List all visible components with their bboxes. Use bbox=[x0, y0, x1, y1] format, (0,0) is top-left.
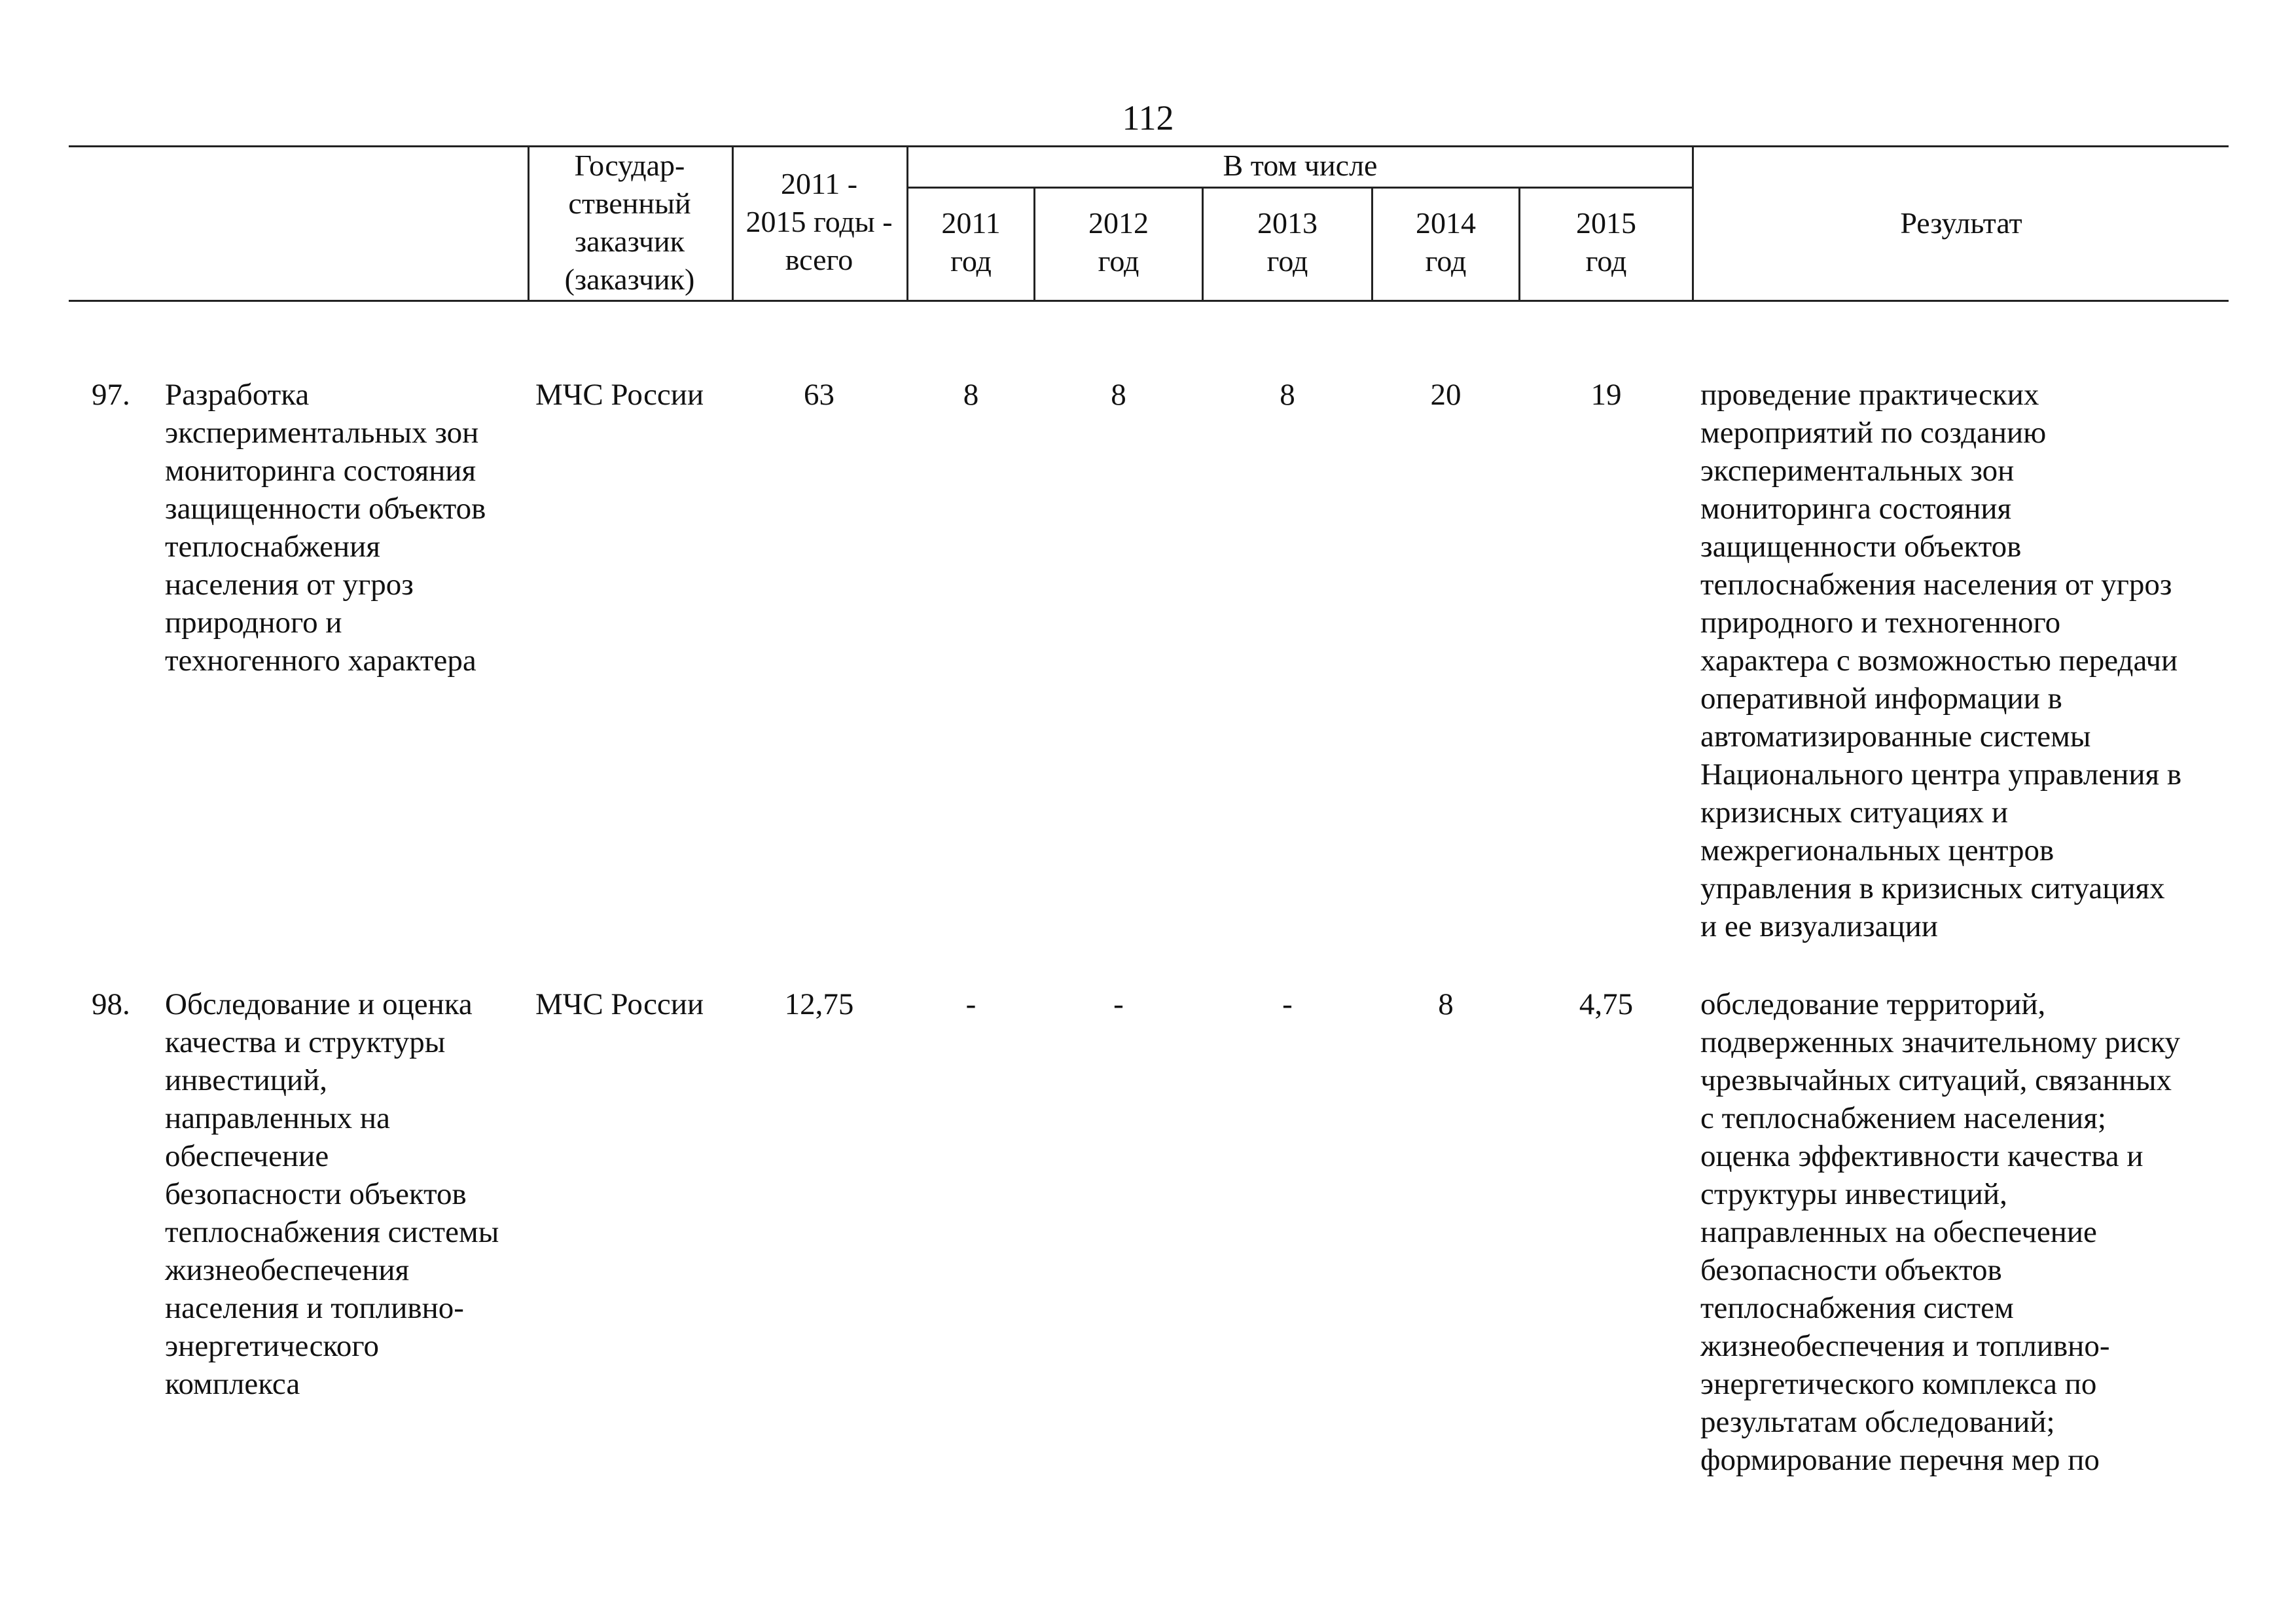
row-customer: МЧС России bbox=[535, 987, 704, 1021]
row-2013: - bbox=[1282, 987, 1293, 1021]
row-result: проведение практических мероприятий по созданию экспериментальных зон мониторинга состояния защищенности объектов теплоснабжения населения от угроз природного и техногенного характера с возможностью передачи оперативной информации в автоматизированные системы Национального центра управления в кризисных ситуациях и межрегиональных центров управления в кризисных ситуациях и ее визуализации bbox=[1700, 378, 2182, 943]
row-name: Разработка экспериментальных зон мониторинга состояния защищенности объектов теплоснабжения населения от угроз природного и техногенного характера bbox=[165, 378, 486, 678]
header-year-2012: 2012 год bbox=[1088, 206, 1149, 278]
row-total: 63 bbox=[804, 378, 834, 412]
row-2012: - bbox=[1113, 987, 1124, 1021]
row-number: 97. bbox=[92, 378, 130, 412]
row-number: 98. bbox=[92, 987, 130, 1021]
header-customer: Государ- ственный заказчик (заказчик) bbox=[564, 149, 695, 296]
row-2011: - bbox=[965, 987, 977, 1021]
header-total: 2011 - 2015 годы - всего bbox=[745, 167, 893, 276]
header-year-2011: 2011 год bbox=[941, 206, 1001, 278]
header-bottom-rule bbox=[69, 300, 2229, 302]
header-including: В том числе bbox=[1223, 149, 1378, 182]
row-2014: 20 bbox=[1430, 378, 1462, 412]
header-year-2013: 2013 год bbox=[1257, 206, 1318, 278]
row-2015: 4,75 bbox=[1579, 987, 1634, 1021]
row-name: Обследование и оценка качества и структуры инвестиций, направленных на обеспечение безопасности объектов теплоснабжения системы жизнеобеспечения населения и топливно- энергетического комплекса bbox=[165, 987, 499, 1401]
row-2015: 19 bbox=[1590, 378, 1622, 412]
including-subrule bbox=[908, 187, 1692, 189]
row-2012: 8 bbox=[1111, 378, 1126, 412]
row-2014: 8 bbox=[1438, 987, 1454, 1021]
row-2011: 8 bbox=[963, 378, 979, 412]
row-result: обследование территорий, подверженных значительному риску чрезвычайных ситуаций, связанных с теплоснабжением населения; оценка эффективности качества и структуры инвестиций, направленных на обеспечение безопасности объектов теплоснабжения систем жизнеобеспечения и топливно- энергетического комплекса по результатам обследований; формирование перечня мер по bbox=[1700, 987, 2181, 1477]
header-year-2015: 2015 год bbox=[1576, 206, 1636, 278]
row-customer: МЧС России bbox=[535, 378, 704, 412]
row-2013: 8 bbox=[1280, 378, 1295, 412]
header-result: Результат bbox=[1900, 206, 2022, 240]
header-year-2014: 2014 год bbox=[1416, 206, 1476, 278]
row-total: 12,75 bbox=[784, 987, 854, 1021]
page-number: 112 bbox=[1122, 98, 1174, 137]
